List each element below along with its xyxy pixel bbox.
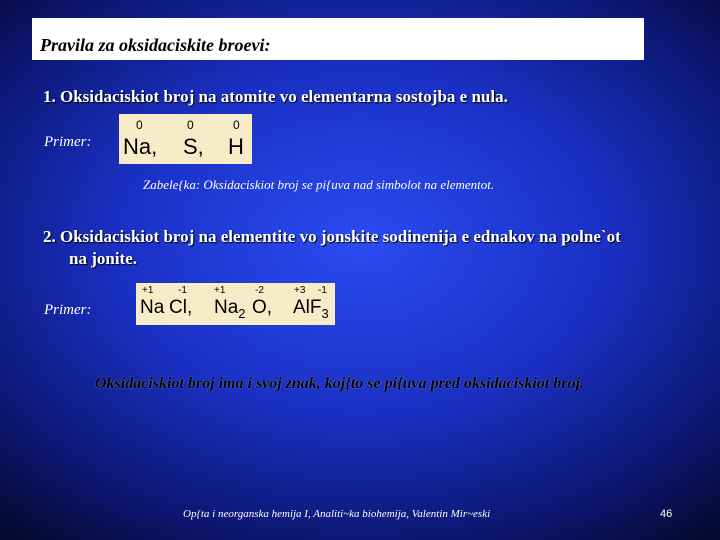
ox-number: -2: [255, 285, 264, 296]
ox-number: +1: [142, 285, 154, 296]
sign-rule: Oksidaciskiot broj ima i svoj znak, koj{to se pi{uva pred oksidaciskiot broj.: [95, 375, 584, 392]
element-symbol: Na,: [123, 134, 158, 159]
formula-ionic: [136, 283, 335, 325]
element-symbol: Na: [140, 297, 165, 318]
page-number: 46: [660, 508, 673, 520]
ox-number: -1: [178, 285, 187, 296]
note: Zabele{ka: Oksidaciskiot broj se pi{uva nad simbolot na elementot.: [143, 177, 495, 192]
primer-label-2: Primer:: [44, 302, 92, 318]
ox-number: +3: [294, 285, 306, 296]
element-symbol: S,: [183, 134, 204, 159]
element-symbol: O,: [252, 297, 273, 318]
primer-label-1: Primer:: [44, 134, 92, 150]
element-symbol: $Na_2$: [214, 297, 246, 321]
ox-number: 0: [233, 118, 240, 132]
element-symbol: AlF$_3$: [293, 297, 329, 321]
formula-elemental: [119, 114, 252, 164]
footer: Op{ta i neorganska hemija I, Analiti~ka biohemija, Valentin Mir~eski: [183, 508, 491, 520]
rule-2: [43, 226, 621, 270]
ox-number: +1: [214, 285, 226, 296]
ox-number: 0: [136, 118, 143, 132]
title-box: [32, 18, 644, 60]
ox-number: -1: [318, 285, 327, 296]
ox-number: 0: [187, 118, 194, 132]
element-symbol: Cl,: [169, 297, 193, 318]
rule-1: 1. Oksidaciskiot broj na atomite vo elementarna sostojba e nula.: [43, 87, 508, 106]
element-symbol: H: [228, 134, 244, 159]
rule-2-line-2: na jonite.: [69, 249, 137, 268]
rule-2-line-1: 2. Oksidaciskiot broj na elementite vo jonskite sodinenija e ednakov na polne`ot: [43, 227, 621, 246]
slide-title: Pravila za oksidaciskite broevi:: [40, 35, 271, 55]
